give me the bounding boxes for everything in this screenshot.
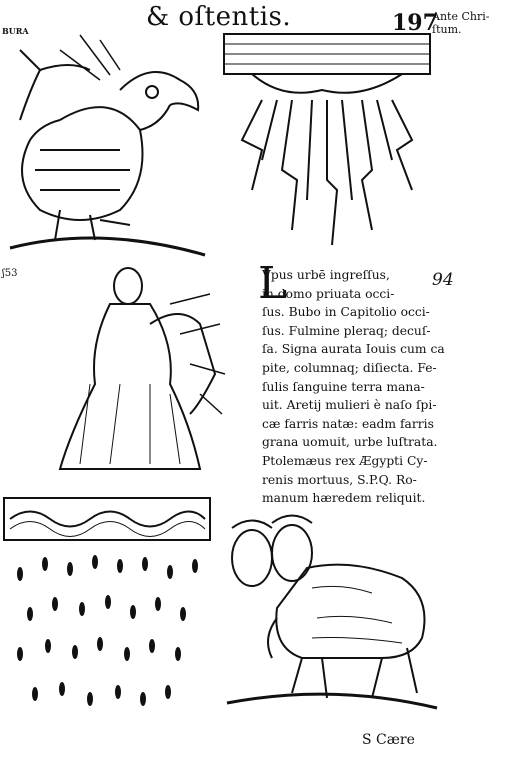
text-line: ſus. Bubo in Capitolio occi- <box>262 305 430 320</box>
text-line: in domo priuata occi- <box>262 286 395 301</box>
margin-note <box>432 10 510 36</box>
text-line: cæ farris natæ: eadm farris <box>262 416 434 431</box>
owl-woodcut <box>0 30 210 260</box>
text-line: Ptolemæus rex Ægypti Cy- <box>262 453 428 468</box>
blood-rain-woodcut <box>0 494 215 724</box>
drop-cap: L <box>258 258 288 309</box>
margin-note-line-2: ſtum. <box>432 23 462 36</box>
lightning-rays-woodcut <box>222 30 432 250</box>
text-line: uit. Aretij mulieri è naſo ſpi- <box>262 398 437 413</box>
text-line: Vpus urbē ingreſſus, <box>262 268 390 282</box>
text-line: manum hæredem reliquit. <box>262 491 426 506</box>
running-head-title: & oſtentis. <box>146 2 292 32</box>
text-line: ſus. Fulmine pleraq; decuſ- <box>262 323 431 338</box>
two-headed-sheep-woodcut <box>222 508 442 718</box>
page-number: 197 <box>392 10 438 36</box>
text-line: pite, columnaq; diſiecta. Fe- <box>262 360 437 375</box>
woman-with-branches-woodcut <box>50 264 230 474</box>
text-line: grana uomuit, urbe luſtrata. <box>262 435 438 450</box>
corner-mark: BURA <box>2 26 29 36</box>
text-line: renis mortuus, S.P.Q. Ro- <box>262 472 417 487</box>
text-line: ſulis ſanguine terra mana- <box>262 379 425 394</box>
catchword: S Cære <box>362 732 415 748</box>
entry-number: 94 <box>432 270 454 290</box>
margin-note-line-1: Ante Chri- <box>432 10 490 23</box>
text-line: ſa. Signa aurata Iouis cum ca <box>262 342 445 357</box>
side-mark: ʃ53 <box>2 268 18 279</box>
